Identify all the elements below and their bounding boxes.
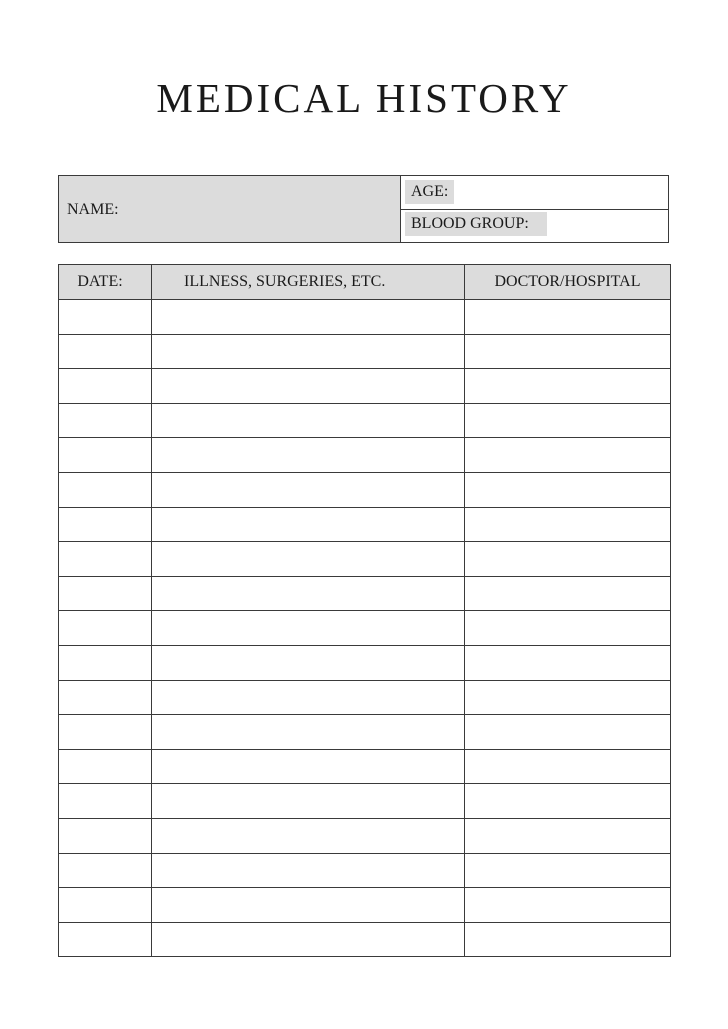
date-cell[interactable] [59,818,152,853]
illness-cell[interactable] [152,542,465,577]
blood-group-label: BLOOD GROUP: [405,212,547,236]
table-row [59,715,671,750]
illness-cell[interactable] [152,645,465,680]
table-row [59,369,671,404]
doctor-hospital-cell[interactable] [465,576,671,611]
illness-cell[interactable] [152,611,465,646]
table-row [59,818,671,853]
date-cell[interactable] [59,403,152,438]
date-cell[interactable] [59,472,152,507]
illness-column-header: ILLNESS, SURGERIES, ETC. [152,265,465,300]
doctor-hospital-cell[interactable] [465,472,671,507]
table-row [59,784,671,819]
illness-cell[interactable] [152,334,465,369]
doctor-hospital-cell[interactable] [465,369,671,404]
date-cell[interactable] [59,922,152,957]
doctor-hospital-cell[interactable] [465,507,671,542]
date-cell[interactable] [59,507,152,542]
date-cell[interactable] [59,784,152,819]
date-cell[interactable] [59,715,152,750]
doctor-hospital-cell[interactable] [465,334,671,369]
medical-history-table [58,264,671,957]
date-cell[interactable] [59,542,152,577]
table-row [59,645,671,680]
doctor-hospital-cell[interactable] [465,853,671,888]
illness-cell[interactable] [152,888,465,923]
illness-cell[interactable] [152,680,465,715]
table-body [59,300,671,957]
page-title: MEDICAL HISTORY [156,75,572,121]
age-blood-group-section [401,176,668,242]
table-row [59,334,671,369]
illness-cell[interactable] [152,715,465,750]
date-cell[interactable] [59,438,152,473]
illness-cell[interactable] [152,507,465,542]
doctor-hospital-cell[interactable] [465,542,671,577]
table-row [59,680,671,715]
medical-history-table-container [58,264,670,957]
name-field[interactable] [59,176,401,242]
table-row [59,300,671,335]
table-row [59,507,671,542]
table-row [59,403,671,438]
illness-cell[interactable] [152,853,465,888]
table-row [59,749,671,784]
doctor-hospital-cell[interactable] [465,922,671,957]
date-cell[interactable] [59,300,152,335]
doctor-hospital-cell[interactable] [465,300,671,335]
table-header-row [59,265,671,300]
table-row [59,472,671,507]
age-field[interactable] [401,176,668,210]
illness-cell[interactable] [152,818,465,853]
table-row [59,542,671,577]
age-label: AGE: [405,180,454,204]
illness-cell[interactable] [152,438,465,473]
table-row [59,576,671,611]
illness-cell[interactable] [152,472,465,507]
illness-cell[interactable] [152,300,465,335]
table-row [59,853,671,888]
date-cell[interactable] [59,680,152,715]
doctor-hospital-cell[interactable] [465,680,671,715]
doctor-hospital-column-header: DOCTOR/HOSPITAL [465,265,671,300]
table-row [59,438,671,473]
doctor-hospital-cell[interactable] [465,784,671,819]
doctor-hospital-cell[interactable] [465,645,671,680]
doctor-hospital-cell[interactable] [465,403,671,438]
date-cell[interactable] [59,611,152,646]
illness-cell[interactable] [152,922,465,957]
date-cell[interactable] [59,334,152,369]
doctor-hospital-cell[interactable] [465,749,671,784]
illness-cell[interactable] [152,576,465,611]
table-row [59,611,671,646]
illness-cell[interactable] [152,784,465,819]
date-cell[interactable] [59,888,152,923]
illness-cell[interactable] [152,749,465,784]
table-row [59,922,671,957]
doctor-hospital-cell[interactable] [465,818,671,853]
date-cell[interactable] [59,645,152,680]
date-cell[interactable] [59,749,152,784]
name-label: NAME: [67,201,119,218]
table-row [59,888,671,923]
doctor-hospital-cell[interactable] [465,611,671,646]
illness-cell[interactable] [152,403,465,438]
date-cell[interactable] [59,853,152,888]
date-column-header: DATE: [59,265,152,300]
date-cell[interactable] [59,576,152,611]
illness-cell[interactable] [152,369,465,404]
doctor-hospital-cell[interactable] [465,438,671,473]
doctor-hospital-cell[interactable] [465,715,671,750]
patient-info-block [58,175,669,243]
date-cell[interactable] [59,369,152,404]
doctor-hospital-cell[interactable] [465,888,671,923]
